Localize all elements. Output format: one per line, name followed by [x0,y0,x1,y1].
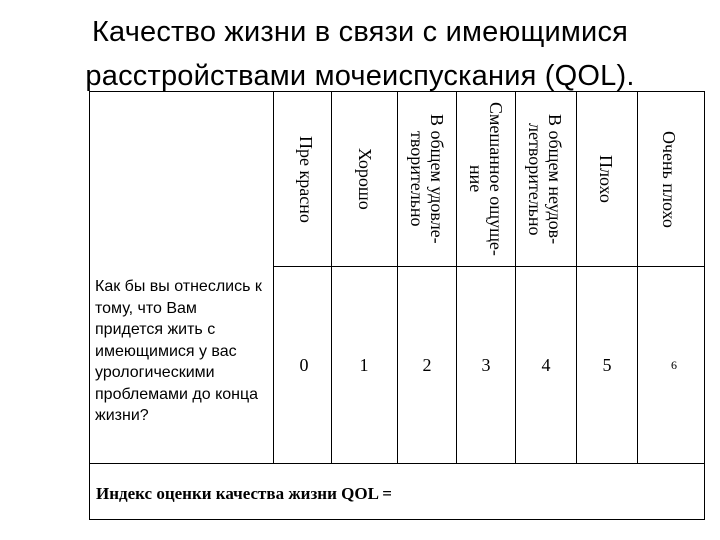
question-text: Как бы вы отнеслись к тому, что Вам придется жить с имеющимися у вас урологическими проблемами до конца жизни? [95,278,262,424]
score-value: 5 [602,354,612,375]
column-header-mostly-satisfied: В общем удовле- творительно [407,114,447,244]
column-header-mixed: Смешанное ощуще- ние [466,102,506,256]
grid-line [90,463,704,464]
score-value: 0 [299,354,309,375]
score-value: 2 [422,354,432,375]
score-value: 6 [671,357,677,372]
grid-line [273,92,274,463]
column-header-bad: Плохо [596,155,616,203]
score-value: 4 [541,354,551,375]
grid-line [637,92,638,463]
score-value: 3 [481,354,491,375]
column-header-very-bad: Очень плохо [659,130,679,228]
column-header-mostly-dissatisfied: В общем неудов- летворительно [525,113,565,245]
score-value: 1 [359,354,369,375]
qol-table [89,91,705,520]
qol-index-label: Индекс оценки качества жизни QOL = [96,484,392,503]
column-header-excellent: Пре красно [296,135,316,223]
column-header-good: Хорошо [355,148,375,210]
slide-title: Качество жизни в связи с имеющимися расстройствами мочеиспускания (QOL). [85,16,635,92]
